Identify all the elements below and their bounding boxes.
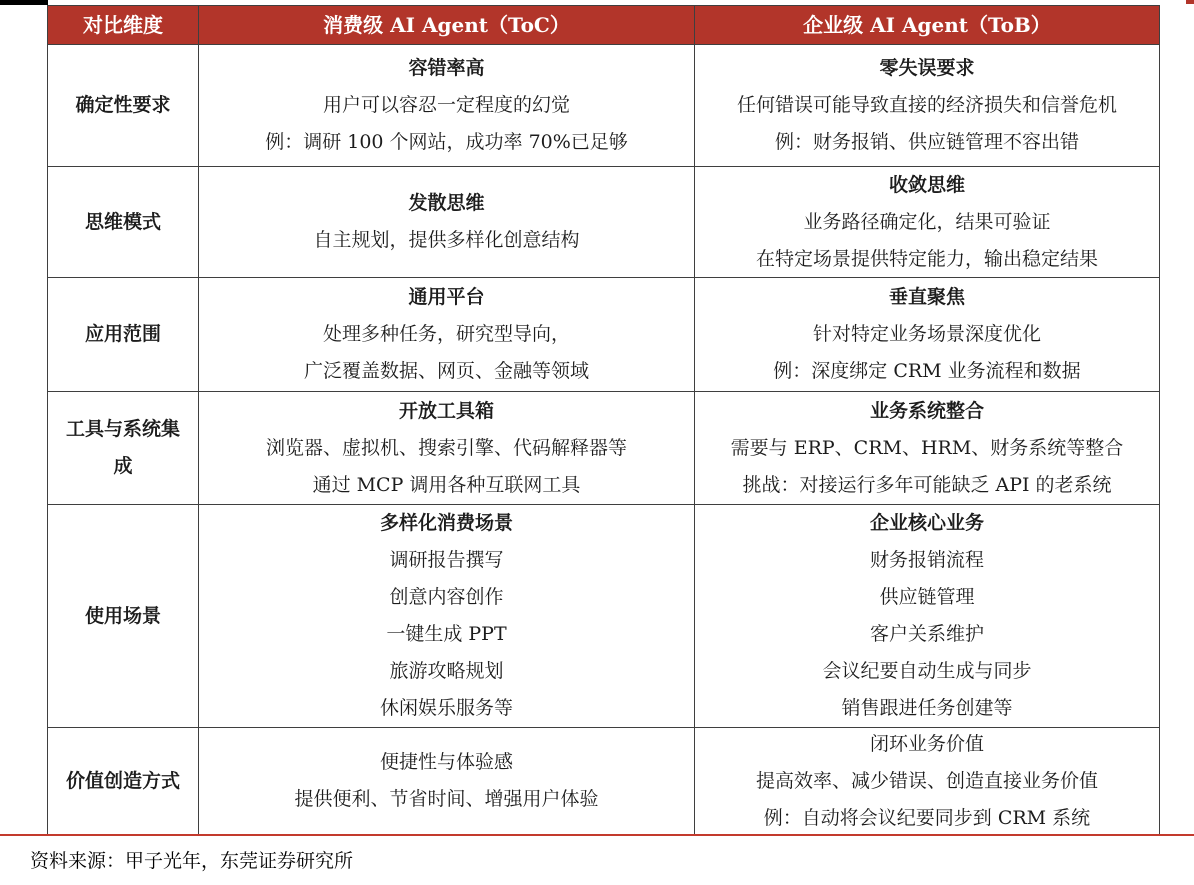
dimension-cell [48, 392, 198, 504]
cell-line: 提高效率、减少错误、创造直接业务价值 [755, 769, 1098, 792]
source-note: 资料来源：甲子光年，东莞证券研究所 [30, 850, 354, 872]
table-header-row [48, 6, 1159, 44]
cell-line: 例：财务报销、供应链管理不容出错 [774, 131, 1079, 153]
cell-line: 旅游攻略规划 [389, 660, 504, 682]
cell-line: 例：调研 100 个网站，成功率 70%已足够 [265, 131, 628, 153]
cell-line: 业务路径确定化，结果可验证 [803, 210, 1051, 233]
cell-line: 处理多种任务，研究型导向， [322, 323, 570, 345]
cell-line: 挑战：对接运行多年可能缺乏 API 的老系统 [742, 473, 1112, 496]
header-tob: 企业级 AI Agent（ToB） [694, 6, 1159, 44]
table-row-use-cases [48, 504, 1159, 727]
tob-cell [694, 728, 1159, 834]
cell-line: 在特定场景提供特定能力，输出稳定结果 [755, 247, 1098, 270]
dimension-cell [48, 45, 198, 166]
bottom-red-rule [0, 834, 1194, 836]
dimension-label: 应用范围 [84, 323, 161, 345]
dimension-cell [48, 167, 198, 277]
cell-line: 休闲娱乐服务等 [379, 697, 513, 719]
dimension-cell [48, 728, 198, 834]
cell-line: 财务报销流程 [869, 549, 984, 571]
cell-line: 提供便利、节省时间、增强用户体验 [294, 788, 599, 810]
toc-cell [198, 167, 694, 277]
comparison-table [47, 5, 1160, 835]
cell-line: 销售跟进任务创建等 [841, 697, 1013, 719]
cell-title: 业务系统整合 [869, 399, 984, 422]
cell-line: 浏览器、虚拟机、搜索引擎、代码解释器等 [265, 436, 627, 459]
cell-line: 例：自动将会议纪要同步到 CRM 系统 [763, 806, 1091, 829]
toc-cell [198, 505, 694, 727]
table-row-tool-system-integration [48, 391, 1159, 504]
cell-title: 开放工具箱 [398, 399, 494, 422]
cell-line: 广泛覆盖数据、网页、金融等领域 [303, 360, 589, 382]
toc-cell [198, 278, 694, 391]
cell-title: 垂直聚焦 [888, 286, 965, 308]
tob-cell [694, 45, 1159, 166]
dimension-label: 思维模式 [84, 210, 161, 233]
page-crop-black-bar [0, 0, 48, 5]
tob-cell [694, 167, 1159, 277]
cell-line: 任何错误可能导致直接的经济损失和信誉危机 [736, 94, 1117, 116]
dimension-cell [48, 505, 198, 727]
cell-line: 创意内容创作 [389, 586, 504, 608]
cell-title: 发散思维 [408, 192, 485, 214]
dimension-label: 确定性要求 [75, 94, 171, 116]
cell-line: 会议纪要自动生成与同步 [822, 660, 1032, 682]
cell-title: 企业核心业务 [869, 512, 984, 534]
cell-line: 通过 MCP 调用各种互联网工具 [312, 473, 581, 496]
cell-title: 收敛思维 [888, 173, 965, 196]
cell-line: 用户可以容忍一定程度的幻觉 [322, 94, 570, 116]
header-toc: 消费级 AI Agent（ToC） [198, 6, 694, 44]
cell-line: 调研报告撰写 [389, 549, 504, 571]
table-row-certainty [48, 44, 1159, 166]
cell-line: 供应链管理 [879, 586, 975, 608]
tob-cell [694, 505, 1159, 727]
toc-cell [198, 728, 694, 834]
table-row-application-scope [48, 277, 1159, 391]
cell-title: 闭环业务价值 [869, 732, 984, 755]
dimension-label: 价值创造方式 [65, 769, 180, 792]
tob-cell [694, 392, 1159, 504]
cell-line: 针对特定业务场景深度优化 [812, 323, 1041, 345]
toc-cell [198, 392, 694, 504]
cell-title: 多样化消费场景 [379, 512, 513, 534]
header-dimension: 对比维度 [83, 12, 163, 37]
cell-title: 便捷性与体验感 [379, 751, 513, 773]
toc-cell [198, 45, 694, 166]
cell-line: 例：深度绑定 CRM 业务流程和数据 [773, 360, 1081, 382]
cell-title: 容错率高 [408, 57, 485, 79]
cell-title: 零失误要求 [879, 57, 975, 79]
cell-line: 客户关系维护 [869, 623, 984, 645]
page-crop-red-sliver [1186, 0, 1194, 4]
dimension-cell [48, 278, 198, 391]
table-row-value-creation [48, 727, 1159, 834]
cell-line: 一键生成 PPT [386, 623, 507, 645]
tob-cell [694, 278, 1159, 391]
dimension-label: 工具与系统集成 [65, 418, 180, 477]
table-row-thinking-mode [48, 166, 1159, 277]
cell-title: 通用平台 [408, 286, 485, 308]
cell-line: 自主规划，提供多样化创意结构 [313, 229, 580, 251]
dimension-label: 使用场景 [84, 604, 161, 627]
cell-line: 需要与 ERP、CRM、HRM、财务系统等整合 [730, 436, 1124, 459]
